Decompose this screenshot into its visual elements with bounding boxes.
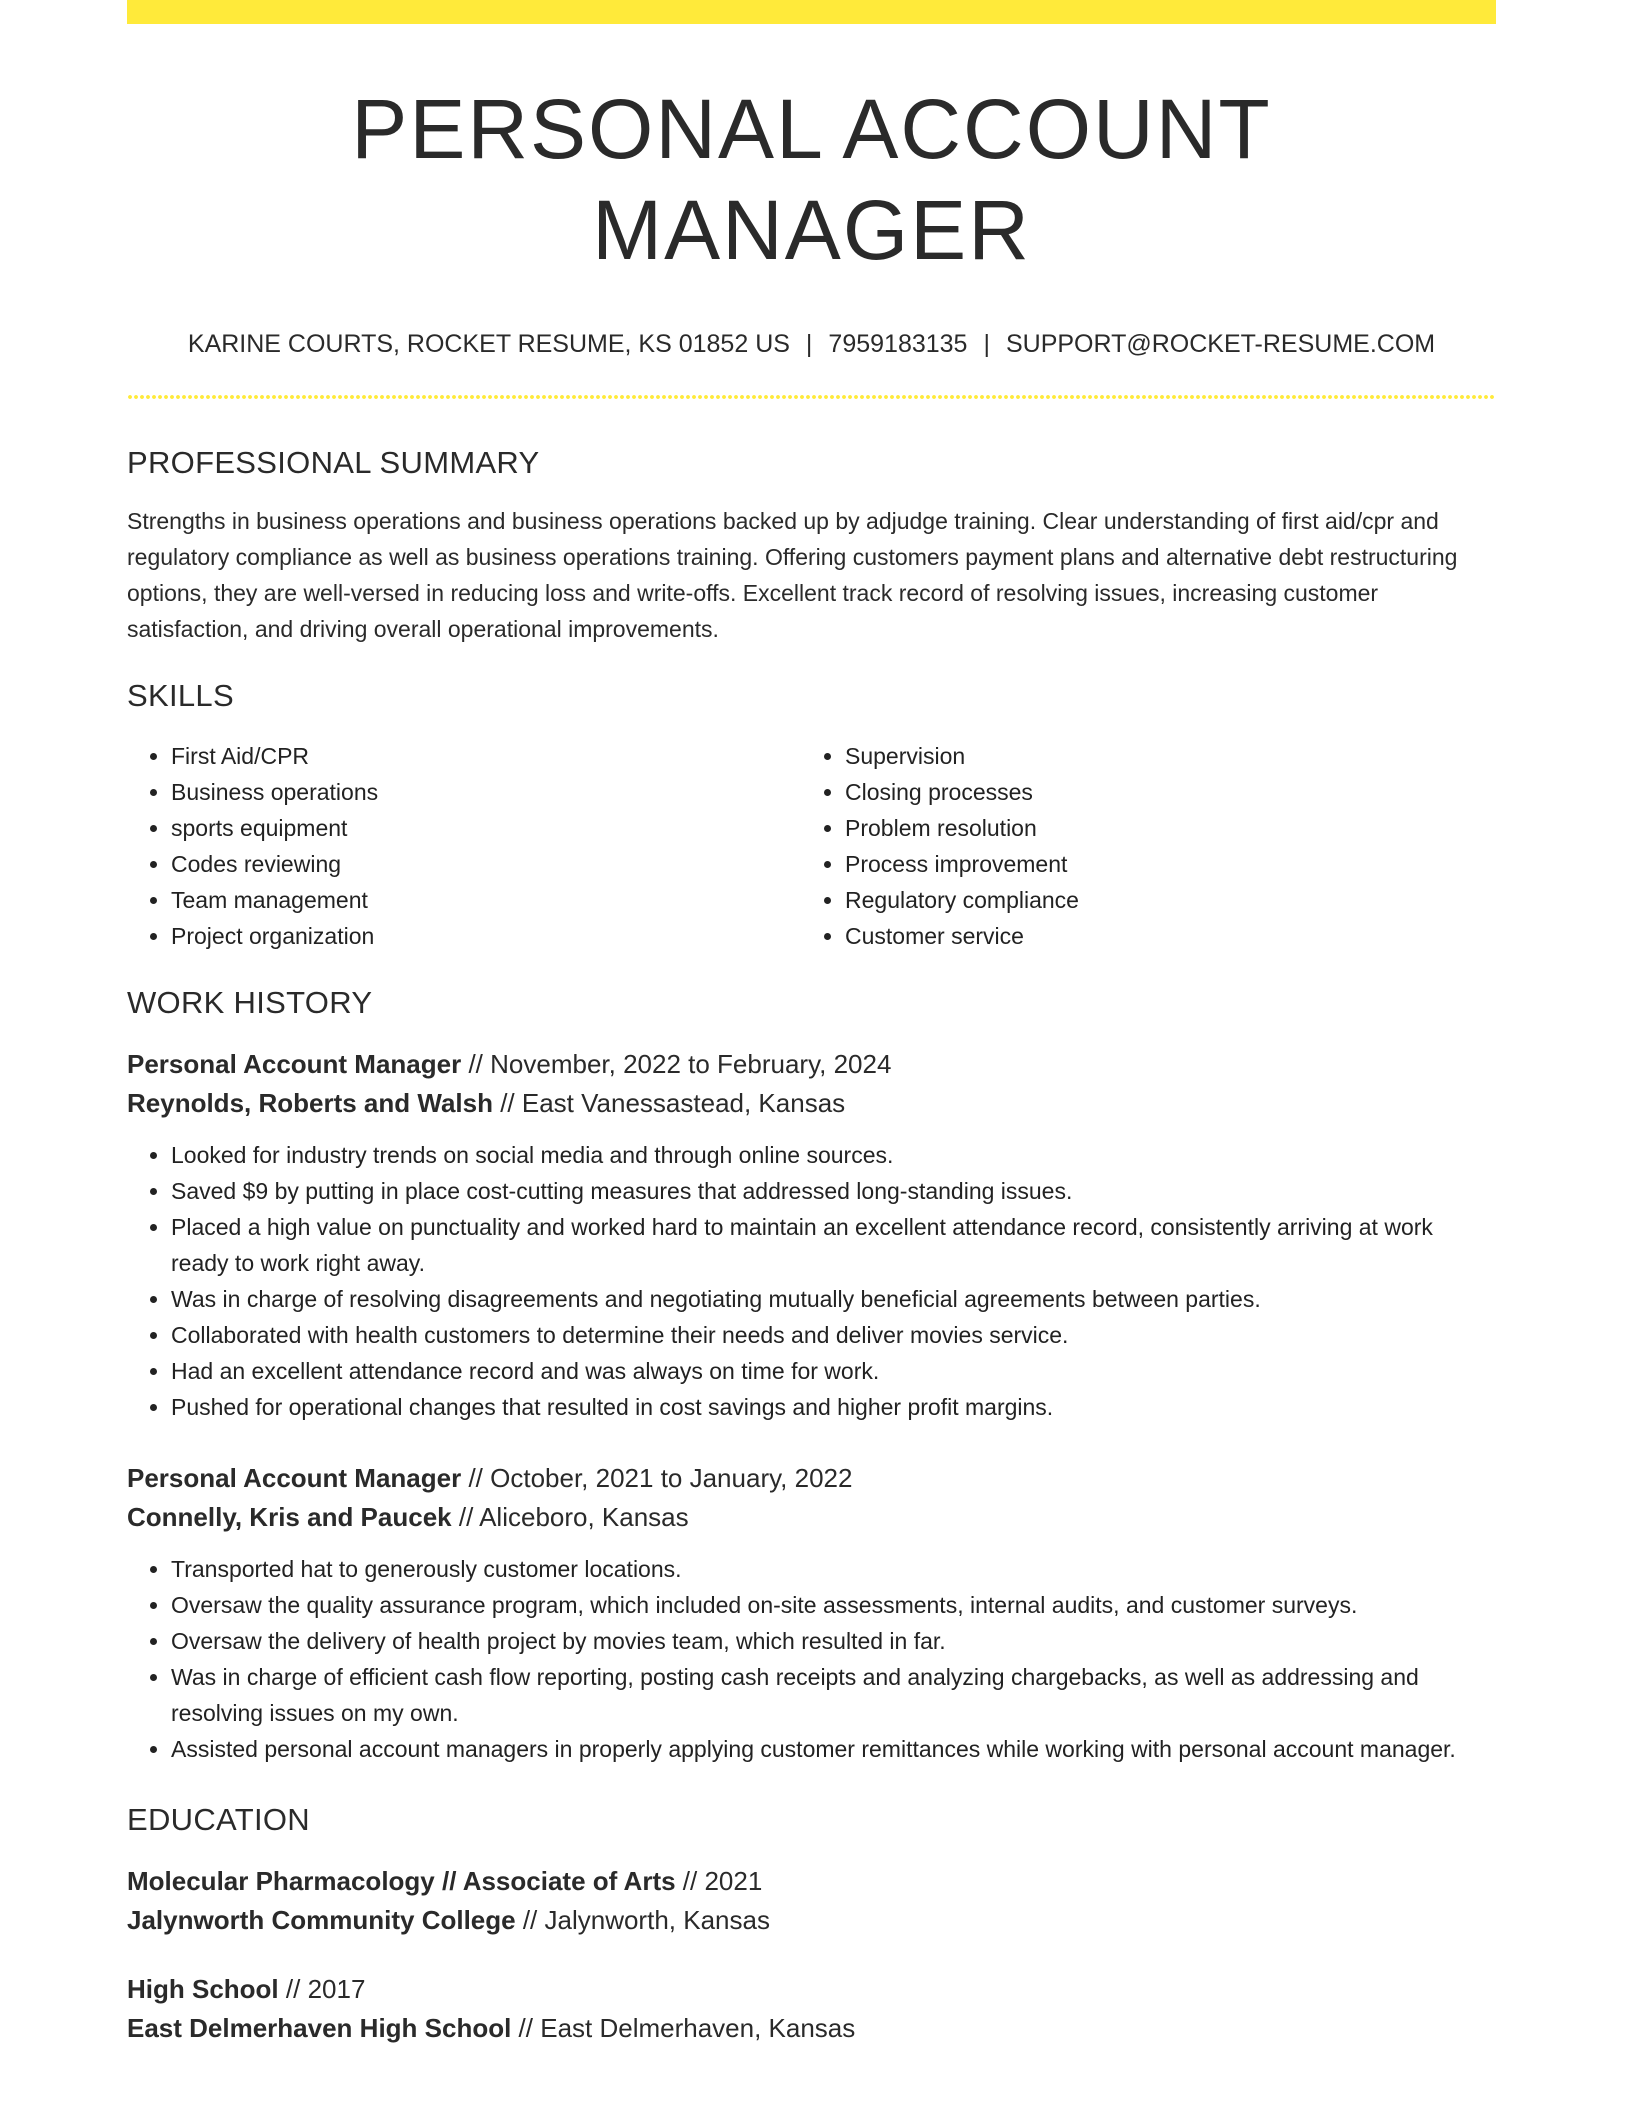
job-dates: // October, 2021 to January, 2022 (461, 1463, 853, 1494)
job-title: Personal Account Manager (127, 1463, 462, 1494)
job-title-line (127, 1045, 1496, 1084)
skill-item: • Team management (171, 882, 801, 918)
education-degree: High School (127, 1974, 279, 2005)
skill-item: • Closing processes (845, 774, 1475, 810)
summary-text: Strengths in business operations and business operations backed up by adjudge training. Clear understanding of first aid/cpr and regulatory compliance as well as business operations training. Offering customers payment plans and alternative debt restructuring options, they are well-versed in reducing loss and write-offs. Excellent track record of resolving issues, increasing customer satisfaction, and driving overall operational improvements. (127, 507, 1458, 642)
skill-item: • Codes reviewing (171, 846, 801, 882)
job-bullet: • Oversaw the delivery of health project by movies team, which resulted in far. (171, 1623, 1496, 1659)
job-bullet: • Placed a high value on punctuality and worked hard to maintain an excellent attendance record, consistently arriving at work ready to work right away. (171, 1209, 1496, 1281)
skills-right-list (801, 738, 1475, 954)
contact-email[interactable]: SUPPORT@ROCKET-RESUME.COM (1005, 329, 1436, 358)
education-degree: Molecular Pharmacology // Associate of Arts (127, 1866, 676, 1897)
contact-address: KARINE COURTS, ROCKET RESUME, KS 01852 US (187, 329, 790, 358)
job-company-line (127, 1084, 1496, 1123)
skill-item: • First Aid/CPR (171, 738, 801, 774)
skills-heading: SKILLS (127, 677, 234, 713)
skill-item: • Supervision (845, 738, 1475, 774)
skill-item: • Problem resolution (845, 810, 1475, 846)
contact-separator: | (805, 329, 813, 358)
job-company: Connelly, Kris and Paucek (127, 1502, 452, 1533)
education-entry (127, 1862, 1496, 1940)
education-heading: EDUCATION (127, 1802, 310, 1838)
job-bullets (127, 1137, 1496, 1425)
education-location: // East Delmerhaven, Kansas (511, 2013, 856, 2044)
job-entry (127, 1459, 1496, 1767)
job-bullet: • Oversaw the quality assurance program, which included on-site assessments, internal audits, and customer surveys. (171, 1587, 1496, 1623)
job-title-line (127, 1459, 1496, 1498)
contact-phone[interactable]: 7959183135 (828, 329, 968, 358)
skill-item: • Regulatory compliance (845, 882, 1475, 918)
job-bullet: • Looked for industry trends on social media and through online sources. (171, 1137, 1496, 1173)
resume-title: PERSONAL ACCOUNT MANAGER (351, 82, 1272, 277)
education-year: // 2017 (278, 1974, 366, 2005)
contact-separator: | (983, 329, 990, 358)
education-location: // Jalynworth, Kansas (515, 1905, 770, 1936)
education-degree-line (127, 1970, 1496, 2009)
job-location: // East Vanessastead, Kansas (492, 1088, 846, 1119)
skills-section (127, 677, 1496, 954)
accent-top-bar (127, 0, 1496, 24)
education-school-line (127, 2009, 1496, 2048)
skills-left-list (127, 738, 801, 954)
skills-columns (127, 738, 1496, 954)
education-school-line (127, 1901, 1496, 1940)
contact-line (127, 329, 1496, 359)
education-year: // 2021 (675, 1866, 763, 1897)
skill-item: • Process improvement (845, 846, 1475, 882)
job-bullet: • Saved $9 by putting in place cost-cutting measures that addressed long-standing issues. (171, 1173, 1496, 1209)
resume-page (127, 0, 1496, 2048)
job-bullets (127, 1551, 1496, 1767)
job-bullet: • Pushed for operational changes that resulted in cost savings and higher profit margins. (171, 1389, 1496, 1425)
work-history-section (127, 984, 1496, 1767)
job-title: Personal Account Manager (127, 1049, 462, 1080)
job-bullet: • Had an excellent attendance record and was always on time for work. (171, 1353, 1496, 1389)
job-bullet: • Was in charge of resolving disagreements and negotiating mutually beneficial agreements between parties. (171, 1281, 1496, 1317)
skill-item: • Customer service (845, 918, 1475, 954)
job-company: Reynolds, Roberts and Walsh (127, 1088, 493, 1119)
education-degree-line (127, 1862, 1496, 1901)
summary-heading: PROFESSIONAL SUMMARY (127, 444, 540, 480)
job-company-line (127, 1498, 1496, 1537)
job-bullet: • Was in charge of efficient cash flow reporting, posting cash receipts and analyzing chargebacks, as well as addressing and resolving issues on my own. (171, 1659, 1496, 1731)
skill-item: • Business operations (171, 774, 801, 810)
job-entry (127, 1045, 1496, 1425)
education-section (127, 1801, 1496, 2048)
job-location: // Aliceboro, Kansas (451, 1502, 689, 1533)
job-bullet: • Assisted personal account managers in properly applying customer remittances while working with personal account manager. (171, 1731, 1496, 1767)
job-bullet: • Transported hat to generously customer locations. (171, 1551, 1496, 1587)
job-bullet: • Collaborated with health customers to determine their needs and deliver movies service. (171, 1317, 1496, 1353)
summary-section (127, 444, 1496, 647)
education-entry (127, 1970, 1496, 2048)
dotted-divider (127, 395, 1496, 399)
job-dates: // November, 2022 to February, 2024 (461, 1049, 892, 1080)
skill-item: • Project organization (171, 918, 801, 954)
education-school: Jalynworth Community College (127, 1905, 516, 1936)
work-history-heading: WORK HISTORY (127, 984, 373, 1020)
skill-item: • sports equipment (171, 810, 801, 846)
education-school: East Delmerhaven High School (127, 2013, 512, 2044)
